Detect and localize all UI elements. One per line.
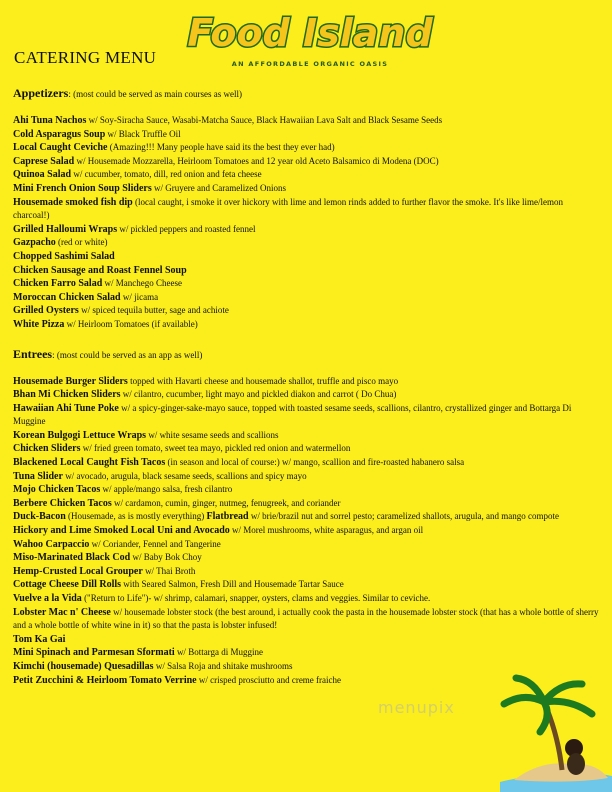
- menu-item-desc: (Amazing!!! Many people have said its the best they ever had): [107, 142, 335, 153]
- menu-item: [13, 660, 601, 674]
- menu-item-desc: w/ Coriander, Fennel and Tangerine: [89, 538, 221, 549]
- menu-item: [13, 402, 601, 429]
- menu-item: [13, 114, 601, 128]
- menu-item: [13, 606, 601, 633]
- island-illustration: [500, 674, 612, 792]
- menu-item-name: Tom Ka Gai: [13, 633, 66, 645]
- menu-item-desc: w/ housemade lobster stock (the best around, i actually cook the pasta in the housemade lobster stock (that has a whole bottle of sherry and a whole bottle of white wine in it) so that the pasta is lobster infused!: [13, 606, 599, 631]
- menu-item: [13, 633, 601, 647]
- entrees-heading: [13, 347, 601, 362]
- menu-item-name: Miso-Marinated Black Cod: [13, 552, 131, 564]
- menu-item-name: Mini Spinach and Parmesan Sformati: [13, 647, 175, 659]
- menu-item-name: Wahoo Carpaccio: [13, 538, 90, 550]
- menu-item: [13, 375, 601, 389]
- menu-item: [13, 592, 601, 606]
- menupix-watermark: menupix: [378, 698, 455, 717]
- menu-item-desc-part: w/ brie/brazil nut and sorrel pesto; caramelized shallots, arugula, and mango compote: [248, 511, 559, 522]
- logo-brand-text: Food Island: [187, 11, 433, 55]
- menu-item-desc: w/ Black Truffle Oil: [105, 128, 181, 139]
- menu-item-desc: w/ apple/mango salsa, fresh cilantro: [100, 484, 233, 495]
- menu-item: [13, 141, 601, 155]
- menu-item-name: Vuelve a la Vida: [13, 593, 82, 604]
- menu-item: [13, 291, 601, 305]
- menu-item: [13, 538, 601, 552]
- menu-item-desc: ("Return to Life")- w/ shrimp, calamari, snapper, oysters, clams and veggies. Similar to ceviche.: [81, 593, 431, 603]
- menu-item-desc: w/ spiced tequila butter, sage and achiote: [78, 305, 229, 316]
- menu-item: [13, 442, 601, 456]
- page-title: CATERING MENU: [14, 48, 157, 67]
- menu-item-name: Hickory and Lime Smoked Local Uni and Avocado: [13, 525, 230, 537]
- menu-item: [13, 168, 601, 182]
- menu-item: [13, 250, 601, 264]
- menu-item: [13, 264, 601, 278]
- menu-item-desc: w/ Bottarga di Muggine: [174, 647, 264, 658]
- menu-item: [13, 196, 601, 223]
- menu-item-desc: (local caught, i smoke it over hickory with lime and lemon rinds added to further flavor the smoke. It's like lime/lemon charcoal!): [13, 196, 564, 221]
- menu-item: [13, 578, 601, 592]
- menu-item: [13, 565, 601, 579]
- menu-item-desc: w/ Thai Broth: [142, 565, 196, 576]
- menu-item: [13, 236, 601, 250]
- menu-item-name: Cottage Cheese Dill Rolls: [13, 579, 122, 591]
- menu-item-name: Hawaiian Ahi Tune Poke: [13, 402, 119, 414]
- menu-item-desc: w/ Manchego Cheese: [102, 278, 183, 289]
- menu-item: [13, 128, 601, 142]
- menu-item: [13, 429, 601, 443]
- menu-item-desc: w/ Morel mushrooms, white asparagus, and argan oil: [229, 525, 424, 536]
- menu-item-name: Bhan Mi Chicken Sliders: [13, 389, 121, 401]
- appetizers-heading: [13, 86, 601, 101]
- menu-item: [13, 388, 601, 402]
- entrees-note: : (most could be served as an app as well): [52, 349, 203, 360]
- menu-item-name: Petit Zucchini & Heirloom Tomato Verrine: [13, 674, 197, 686]
- menu-item-desc: (in season and local of course:) w/ mango, scallion and fire-roasted habanero salsa: [165, 457, 465, 468]
- menu-item-desc: (Housemade, as is mostly everything): [65, 511, 207, 522]
- menu-item: [13, 646, 601, 660]
- menu-item: [13, 510, 601, 524]
- menu-item-name: Caprese Salad: [13, 155, 75, 167]
- appetizer-list: [13, 114, 601, 332]
- menu-item: [13, 497, 601, 511]
- appetizers-note: : (most could be served as main courses as well): [68, 89, 243, 99]
- logo-tagline: AN AFFORDABLE ORGANIC OASIS: [231, 60, 389, 68]
- menu-item-name: Blackened Local Caught Fish Tacos: [13, 457, 166, 469]
- menu-item-name: Lobster Mac n' Cheese: [13, 606, 111, 618]
- menu-item-name: Korean Bulgogi Lettuce Wraps: [13, 429, 147, 441]
- entree-list: [13, 375, 601, 688]
- menu-item-name: Tuna Slider: [13, 470, 63, 482]
- menu-content: [13, 86, 601, 687]
- menu-item-name-part: Flatbread: [206, 511, 249, 523]
- menu-item-name: Chicken Sausage and Roast Fennel Soup: [13, 264, 187, 276]
- menu-item-desc: w/ Heirloom Tomatoes (if available): [64, 318, 198, 329]
- appetizers-title: Appetizers: [13, 86, 69, 100]
- menu-item-name: Grilled Oysters: [13, 305, 79, 317]
- menu-item-name: Kimchi (housemade) Quesadillas: [13, 660, 154, 672]
- menu-item-name: Housemade Burger Sliders: [13, 375, 128, 387]
- menu-item-name: Housemade smoked fish dip: [13, 196, 133, 208]
- menu-item-desc: w/ Salsa Roja and shitake mushrooms: [153, 660, 293, 671]
- menu-item-desc: w/ Housemade Mozzarella, Heirloom Tomatoes and 12 year old Aceto Balsamico di Modena (DOC): [74, 155, 439, 166]
- menu-item-name: Grilled Halloumi Wraps: [13, 223, 118, 235]
- menu-item-name: Cold Asparagus Soup: [13, 128, 106, 140]
- menu-item-desc: w/ Soy-Siracha Sauce, Wasabi-Matcha Sauce, Black Hawaiian Lava Salt and Black Sesame Seeds: [86, 115, 443, 125]
- menu-item-name: Local Caught Ceviche: [13, 142, 108, 154]
- entrees-title: Entrees: [13, 346, 53, 361]
- menu-item-desc: w/ Baby Bok Choy: [130, 552, 202, 563]
- menu-item: [13, 524, 601, 538]
- menu-item-name: Quinoa Salad: [13, 169, 72, 181]
- menu-item-desc: w/ cardamon, cumin, ginger, nutmeg, fenugreek, and coriander: [111, 497, 341, 508]
- menu-item-name: Berbere Chicken Tacos: [13, 497, 112, 509]
- menu-item: [13, 182, 601, 196]
- menu-item-desc: w/ crisped prosciutto and creme fraiche: [196, 674, 342, 685]
- menu-item-name: Chopped Sashimi Salad: [13, 250, 115, 262]
- menu-item-desc: w/ fried green tomato, sweet tea mayo, pickled red onion and watermellon: [80, 443, 351, 454]
- menu-item: [13, 223, 601, 237]
- menu-item-desc: w/ white sesame seeds and scallions: [146, 429, 279, 440]
- menu-item-name: Mini French Onion Soup Sliders: [13, 182, 152, 194]
- menu-item-name: Moroccan Chicken Salad: [13, 291, 121, 303]
- menu-item: [13, 318, 601, 332]
- menu-item-desc: w/ pickled peppers and roasted fennel: [117, 223, 256, 234]
- menu-item-desc: topped with Havarti cheese and housemade shallot, truffle and pisco mayo: [127, 375, 399, 386]
- menu-item-name: Duck-Bacon: [13, 511, 66, 523]
- menu-item: [13, 277, 601, 291]
- menu-item-name: White Pizza: [13, 318, 65, 330]
- menu-item: [13, 483, 601, 497]
- menu-item-desc: w/ cilantro, cucumber, light mayo and pickled diakon and carrot ( Do Chua): [120, 389, 397, 400]
- menu-item-name: Hemp-Crusted Local Grouper: [13, 565, 143, 577]
- menu-item: [13, 155, 601, 169]
- menu-item: [13, 456, 601, 470]
- menu-item: [13, 304, 601, 318]
- menu-item: [13, 470, 601, 484]
- menu-item-name: Ahi Tuna Nachos: [13, 115, 87, 126]
- menu-item-desc: w/ avocado, arugula, black sesame seeds, scallions and spicy mayo: [62, 470, 307, 481]
- menu-item-desc: (red or white): [55, 237, 108, 248]
- menu-item-desc: w/ Gruyere and Caramelized Onions: [151, 182, 286, 193]
- menu-item-desc: w/ a spicy-ginger-sake-mayo sauce, topped with toasted sesame seeds, scallions, cilantro, crystallized ginger and Bottarga Di Muggine: [13, 402, 572, 427]
- menu-item-name: Gazpacho: [13, 237, 56, 249]
- menu-item: [13, 551, 601, 565]
- menu-item-name: Mojo Chicken Tacos: [13, 484, 101, 496]
- menu-item-name: Chicken Farro Salad: [13, 278, 103, 290]
- food-island-logo: [187, 6, 433, 68]
- logo-wordmark: [187, 6, 433, 58]
- menu-item-desc: with Seared Salmon, Fresh Dill and Housemade Tartar Sauce: [121, 579, 344, 590]
- menu-item-desc: w/ cucumber, tomato, dill, red onion and feta cheese: [71, 169, 262, 180]
- menu-item-desc: w/ jicama: [120, 291, 159, 302]
- menu-item-name: Chicken Sliders: [13, 443, 81, 455]
